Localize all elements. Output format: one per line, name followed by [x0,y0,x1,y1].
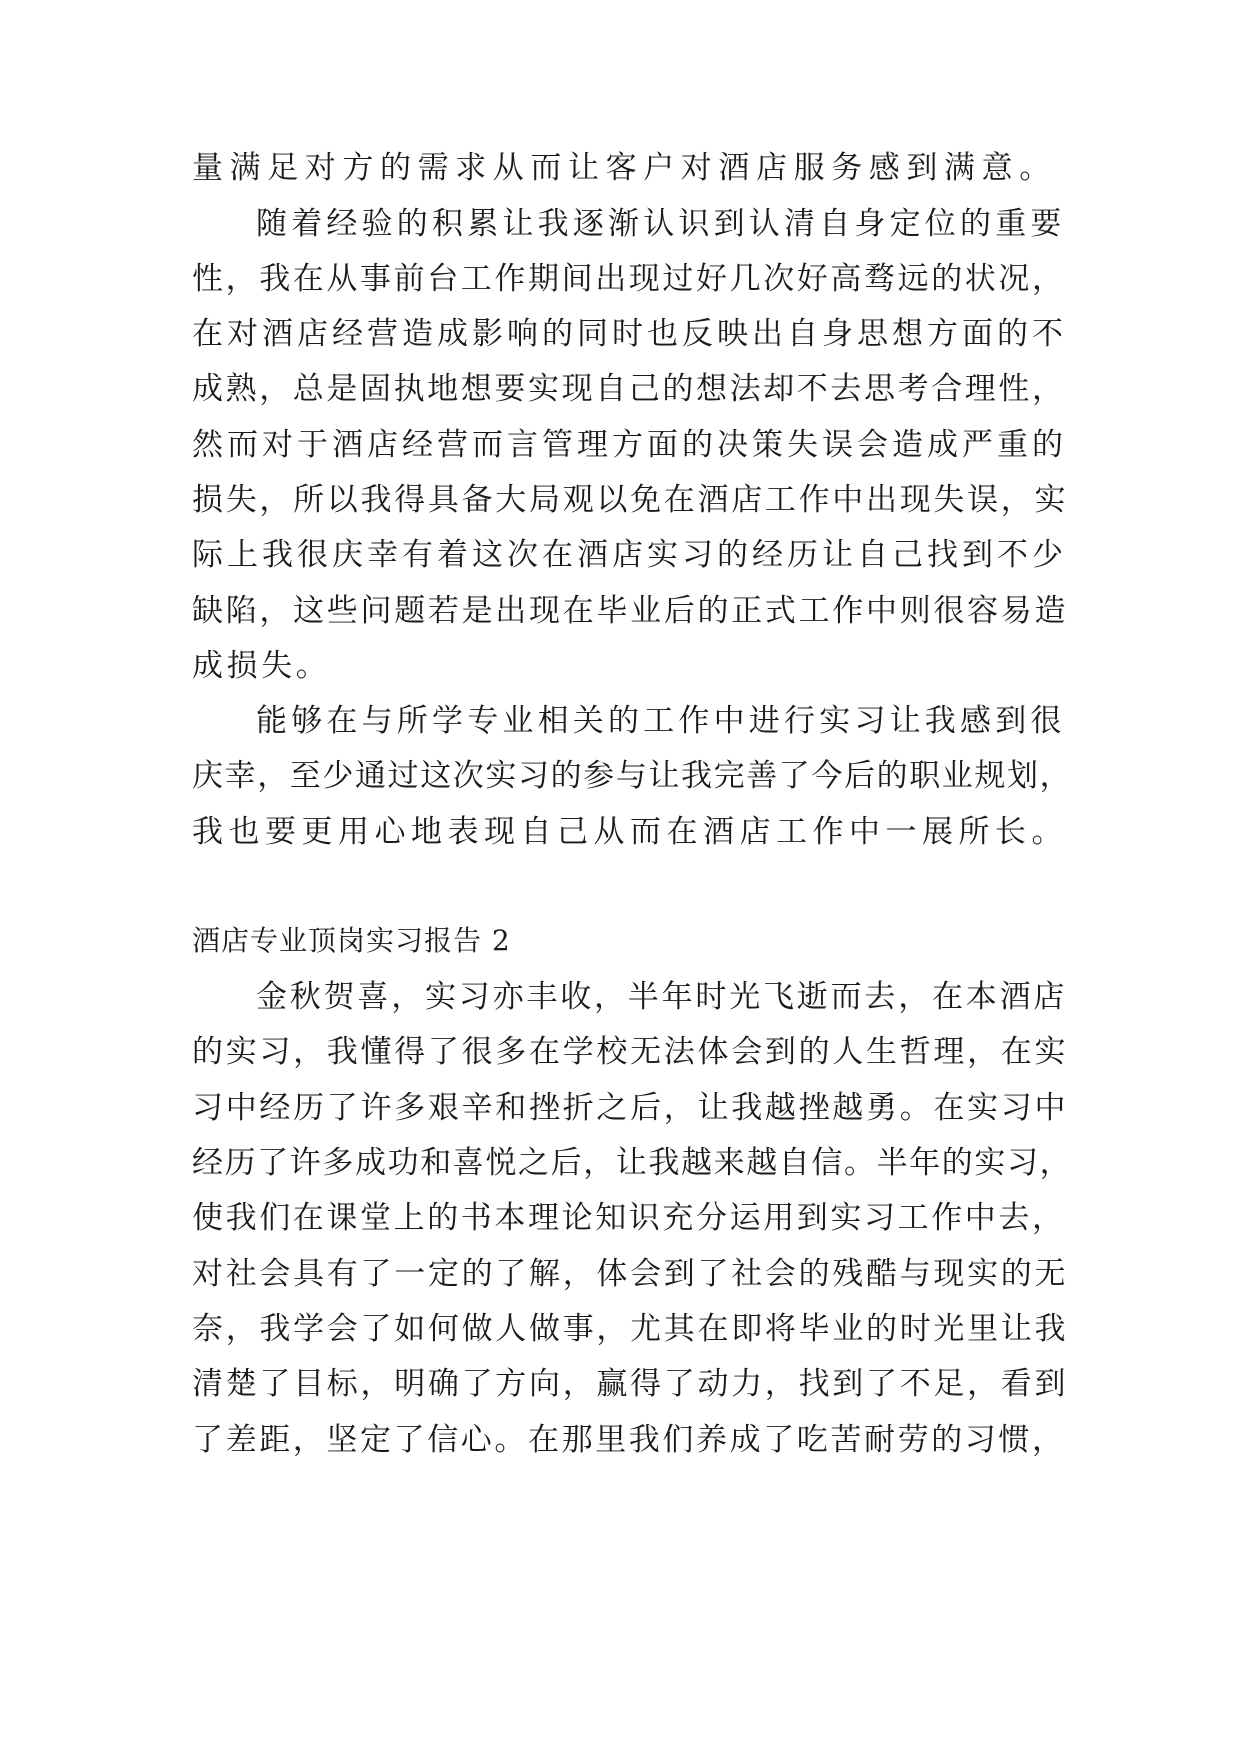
paragraph-line: 清楚了目标，明确了方向，赢得了动力，找到了不足，看到 [192,1366,1069,1402]
paragraph-line: 在对酒店经营造成影响的同时也反映出自身思想方面的不 [192,316,1067,352]
paragraph-line: 金秋贺喜，实习亦丰收，半年时光飞逝而去，在本酒店 [256,979,1068,1015]
paragraph-line: 对社会具有了一定的了解，体会到了社会的残酷与现实的无 [192,1256,1069,1292]
paragraph-line: 了差距，坚定了信心。在那里我们养成了吃苦耐劳的习惯， [192,1422,1066,1458]
paragraph-line: 随着经验的积累让我逐渐认识到认清自身定位的重要 [256,206,1066,242]
paragraph-line: 能够在与所学专业相关的工作中进行实习让我感到很 [256,703,1066,739]
paragraph-line: 成损失。 [192,648,331,684]
section-heading: 酒店专业顶岗实习报告 2 [192,924,511,957]
paragraph-line: 际上我很庆幸有着这次在酒店实习的经历让自己找到不少 [192,537,1067,573]
paragraph-line: 量满足对方的需求从而让客户对酒店服务感到满意。 [192,150,1057,186]
paragraph-line: 庆幸，至少通过这次实习的参与让我完善了今后的职业规划， [192,758,1073,794]
paragraph-line: 经历了许多成功和喜悦之后，让我越来越自信。半年的实习， [192,1145,1073,1181]
paragraph-line: 然而对于酒店经营而言管理方面的决策失误会造成严重的 [192,427,1067,463]
paragraph-line: 缺陷，这些问题若是出现在毕业后的正式工作中则很容易造 [192,593,1069,629]
paragraph-line: 习中经历了许多艰辛和挫折之后，让我越挫越勇。在实习中 [192,1090,1069,1126]
paragraph-line: 的实习，我懂得了很多在学校无法体会到的人生哲理，在实 [192,1034,1069,1070]
paragraph-line: 奈，我学会了如何做人做事，尤其在即将毕业的时光里让我 [192,1311,1069,1347]
paragraph-line: 性，我在从事前台工作期间出现过好几次好高骛远的状况， [192,261,1066,297]
paragraph-line: 成熟，总是固执地想要实现自己的想法却不去思考合理性， [192,371,1066,407]
paragraph-line: 我也要更用心地表现自己从而在酒店工作中一展所长。 [192,814,1068,850]
document-page [192,0,1072,1754]
paragraph-line: 损失，所以我得具备大局观以免在酒店工作中出现失误，实 [192,482,1069,518]
paragraph-line: 使我们在课堂上的书本理论知识充分运用到实习工作中去， [192,1200,1066,1236]
